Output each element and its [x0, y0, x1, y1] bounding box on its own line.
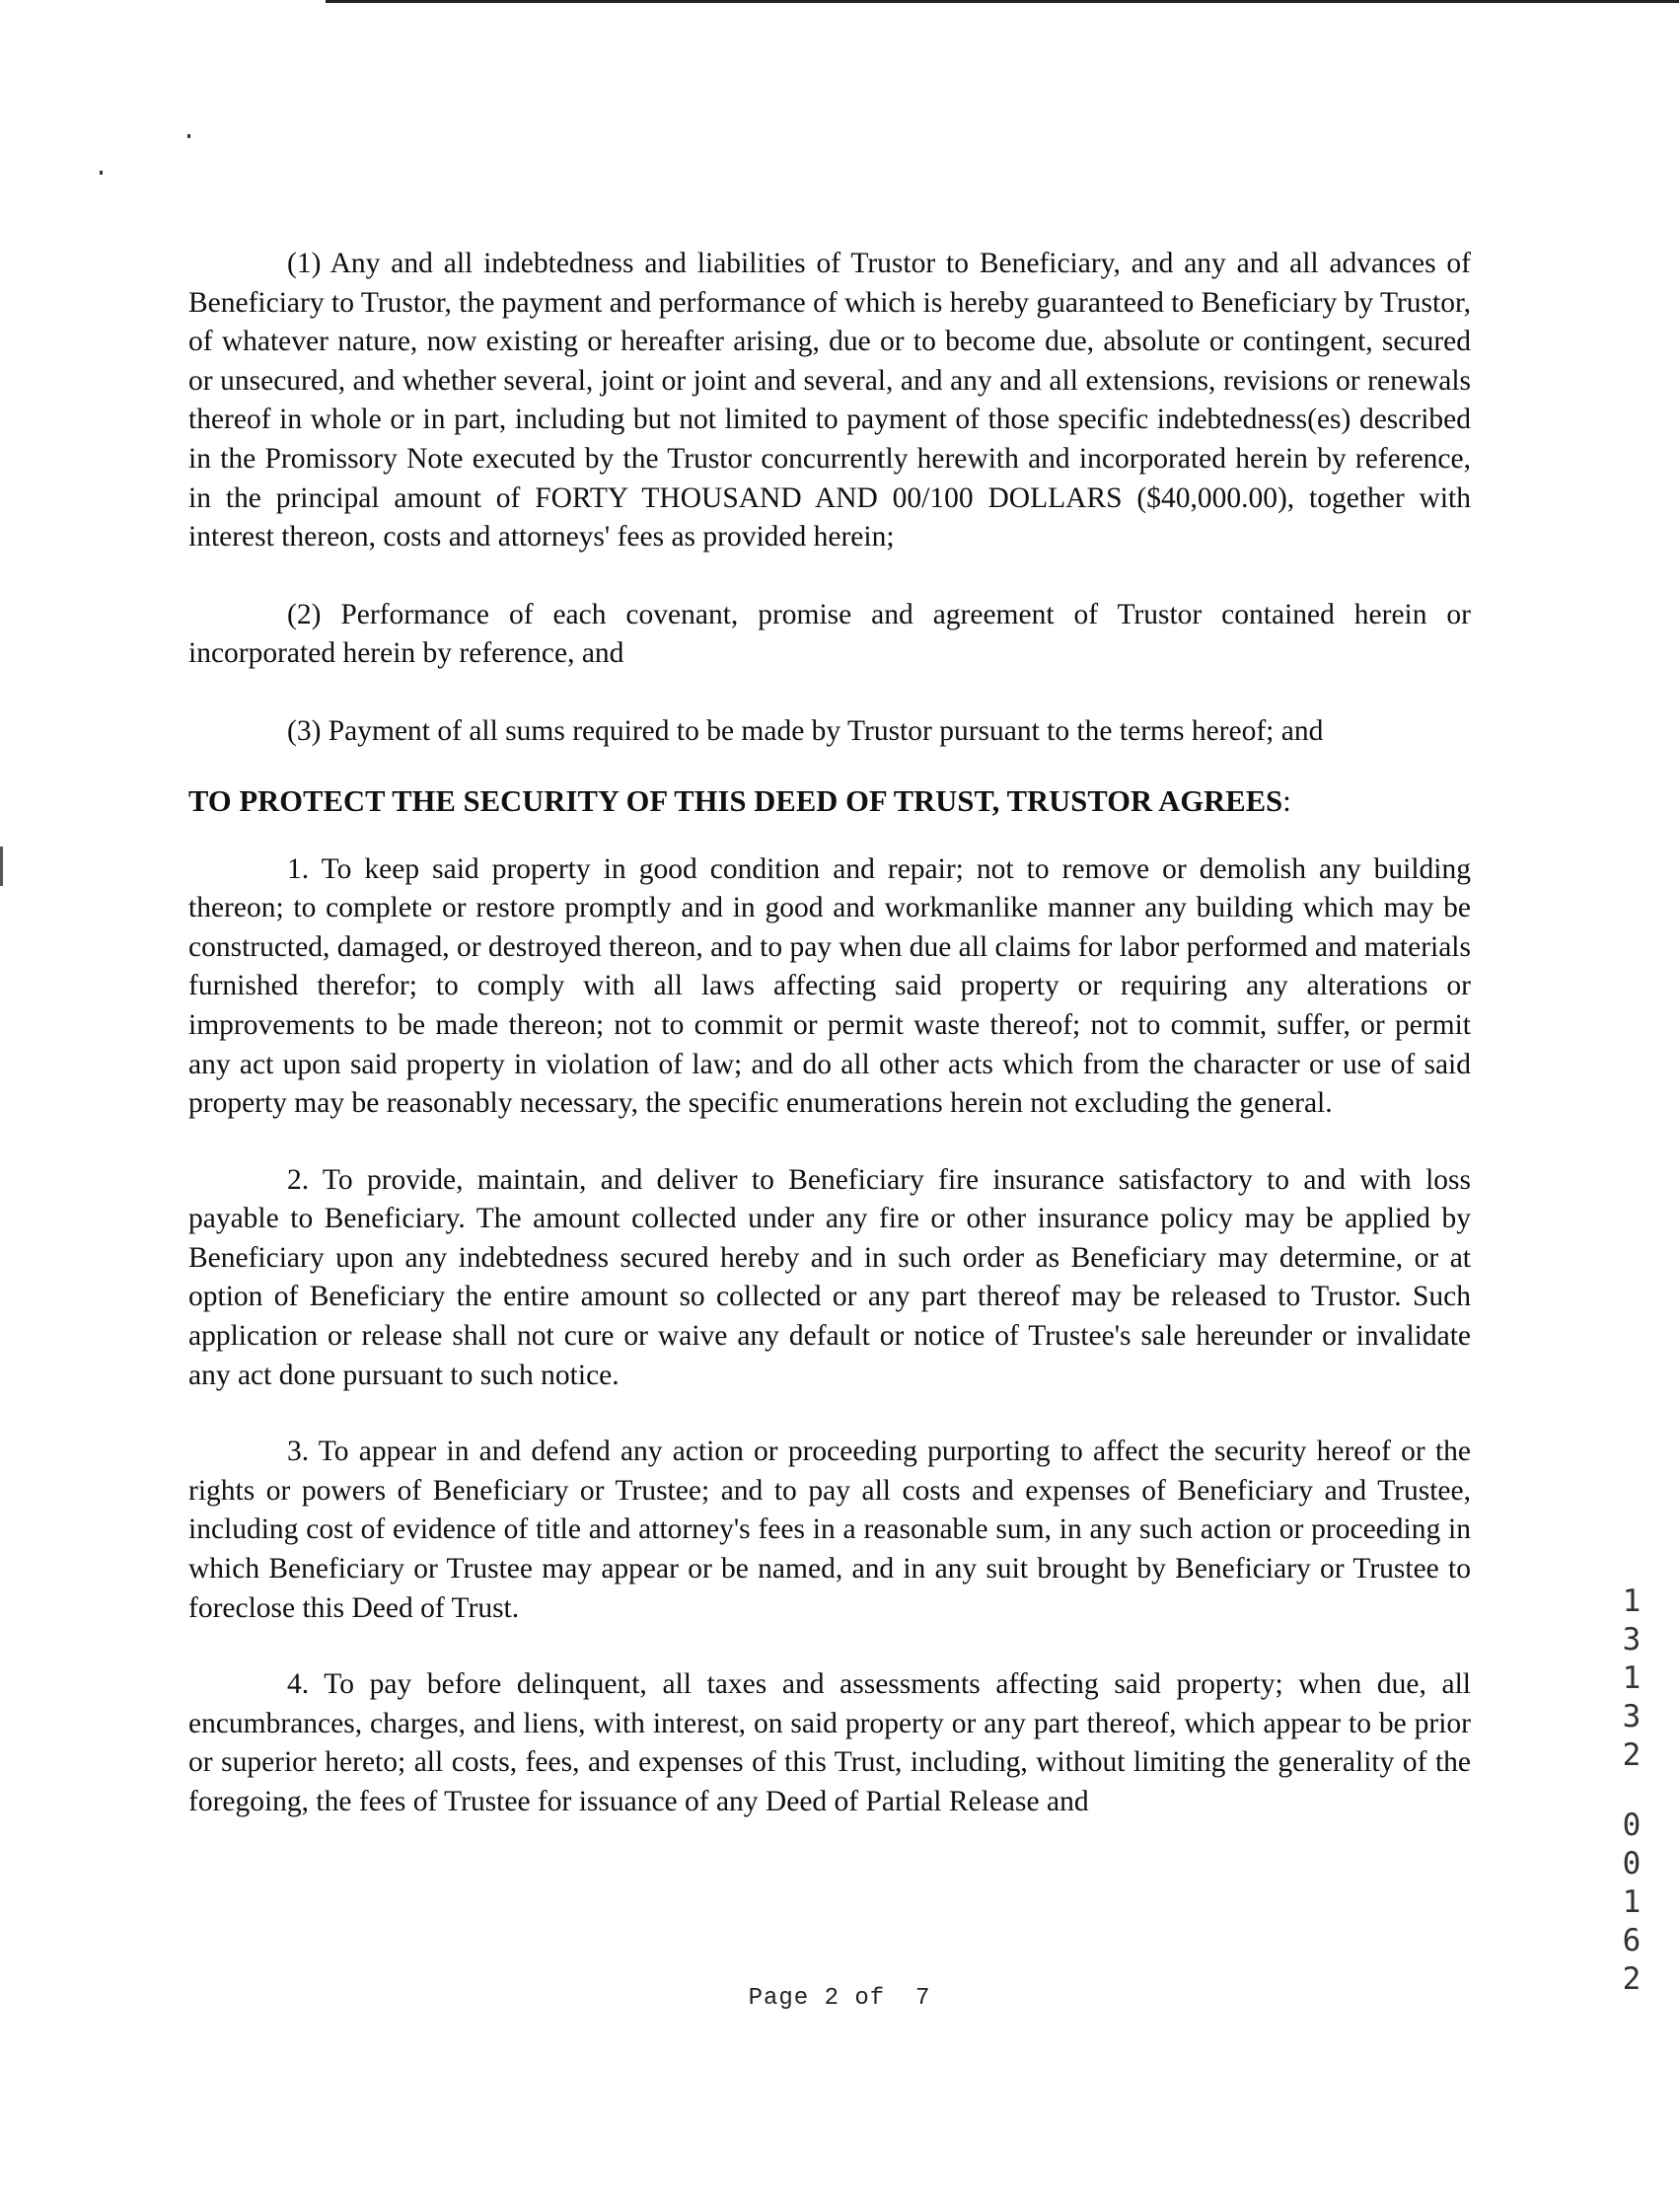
section-heading: [188, 781, 1471, 821]
stamp-book-digit: 1: [1622, 1660, 1642, 1696]
stamp-book-digit: 1: [1622, 1584, 1642, 1619]
section-heading-colon: :: [1282, 783, 1291, 818]
page-number: Page 2 of 7: [748, 1985, 931, 2012]
scan-speck: [100, 171, 103, 175]
covenant-item-3: 3. To appear in and defend any action or proceeding purporting to affect the security hereof or the rights or powers of Beneficiary or Trustee; and to pay all costs and expenses of Beneficiary and Trustee, including cost of evidence of title and attorney's fees in a reasonable sum, in any such action or proceeding in which Beneficiary or Trustee may appear or be named, and in any suit brought by Beneficiary or Trustee to foreclose this Deed of Trust.: [188, 1436, 1471, 1624]
stamp-page-digit: 1: [1622, 1884, 1642, 1920]
stamp-page-digit: 0: [1622, 1846, 1642, 1881]
stamp-page-digit: 2: [1622, 1961, 1642, 1997]
document-body: [188, 245, 1471, 1822]
covenant-item-1: 1. To keep said property in good condition and repair; not to remove or demolish any building thereon; to complete or restore promptly and in good and workmanlike manner any building which may be constructed, damaged, or destroyed thereon, and to pay when due all claims for labor performed and materials furnished therefor; to comply with all laws affecting said property or requiring any alterations or improvements to be made thereon; not to commit or permit waste thereof; not to commit, suffer, or permit any act upon said property in violation of law; and do all other acts which from the character or use of said property may be reasonably necessary, the specific enumerations herein not excluding the general.: [188, 852, 1471, 1120]
section-heading-text: TO PROTECT THE SECURITY OF THIS DEED OF TRUST, TRUSTOR AGREES: [188, 783, 1283, 818]
stamp-page-digit: 6: [1622, 1923, 1642, 1958]
recording-stamp: [1614, 1583, 1649, 1999]
stamp-book-digit: 3: [1622, 1699, 1642, 1734]
stamp-gap: [1614, 1775, 1649, 1806]
covenant-item-2: 2. To provide, maintain, and deliver to Beneficiary fire insurance satisfactory to and with loss payable to Beneficiary. The amount collected under any fire or other insurance policy may be applied by Beneficiary upon any indebtedness secured hereby and in such order as Beneficiary may determine, or at option of Beneficiary the entire amount so collected or any part thereof may be released to Trustor. Such application or release shall not cure or waive any default or notice of Trustee's sale hereunder or invalidate any act done pursuant to such notice.: [188, 1163, 1471, 1391]
paragraph-3: (3) Payment of all sums required to be made by Trustor pursuant to the terms hereof; and: [287, 714, 1324, 747]
stamp-book-digit: 2: [1622, 1737, 1642, 1773]
scan-speck: [187, 134, 190, 138]
top-border-line: [326, 0, 1679, 3]
paragraph-1: (1) Any and all indebtedness and liabilities of Trustor to Beneficiary, and any and all advances of Beneficiary to Trustor, the payment and performance of which is hereby guaranteed to Beneficiary by Trustor, of whatever nature, now existing or hereafter arising, due or to become due, absolute or contingent, secured or unsecured, and whether several, joint or joint and several, and any and all extensions, revisions or renewals thereof in whole or in part, including but not limited to payment of those specific indebtedness(es) described in the Promissory Note executed by the Trustor concurrently herewith and incorporated herein by reference, in the principal amount of FORTY THOUSAND AND 00/100 DOLLARS ($40,000.00), together with interest thereon, costs and attorneys' fees as provided herein;: [188, 248, 1471, 553]
paragraph-2: (2) Performance of each covenant, promise and agreement of Trustor contained herein or incorporated herein by reference, and: [188, 598, 1471, 670]
covenant-item-4: 4. To pay before delinquent, all taxes and assessments affecting said property; when due, all encumbrances, charges, and liens, with interest, on said property or any part thereof, which appear to be prior or superior hereto; all costs, fees, and expenses of this Trust, including, without limiting the generality of the foregoing, the fees of Trustee for issuance of any Deed of Partial Release and: [188, 1668, 1471, 1817]
stamp-book-digit: 3: [1622, 1622, 1642, 1658]
scan-edge-mark: [0, 847, 3, 886]
stamp-page-digit: 0: [1622, 1807, 1642, 1843]
